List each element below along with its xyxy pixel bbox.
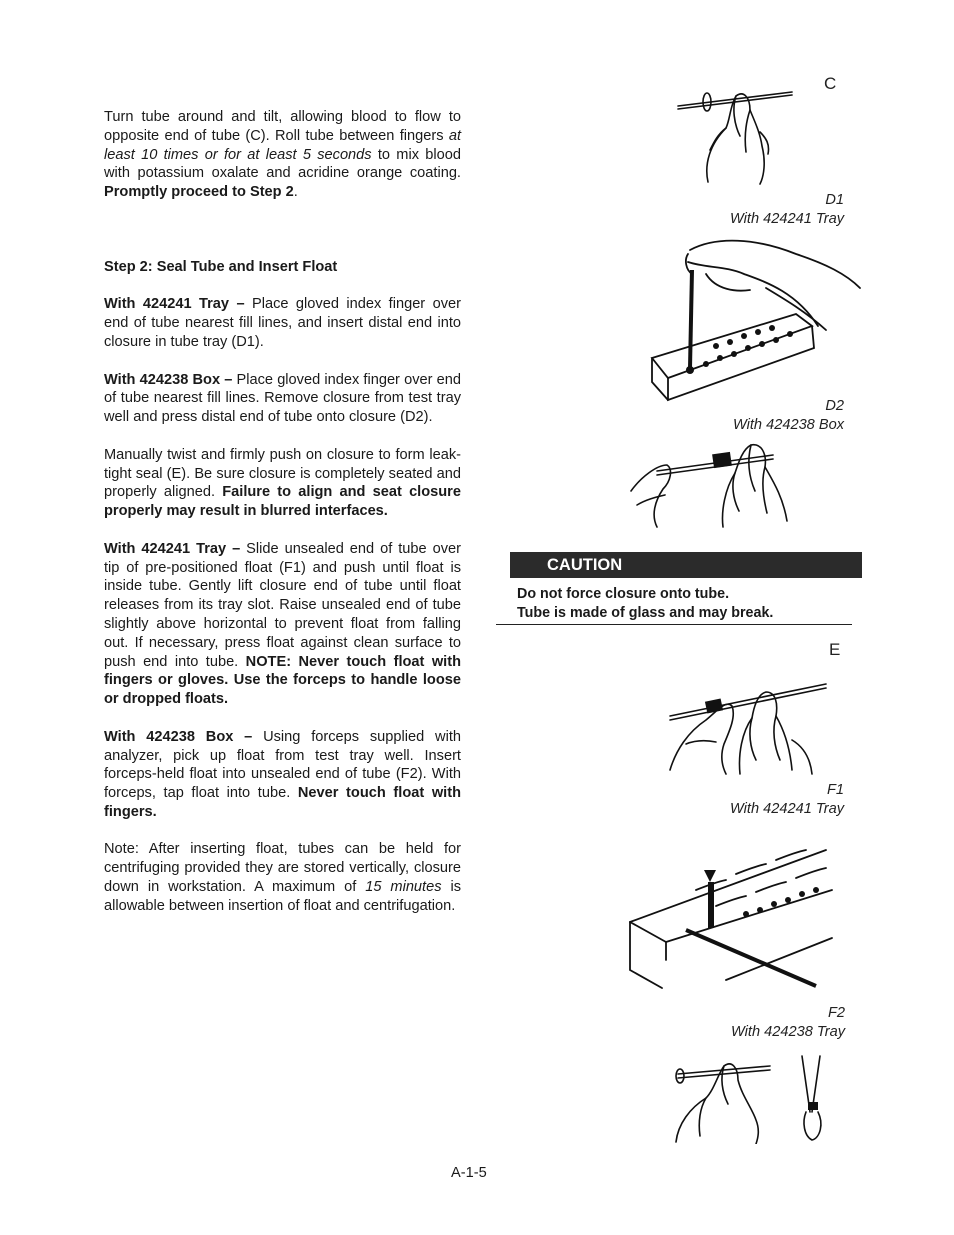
figure-f2-illustration	[670, 1052, 840, 1144]
paragraph-roll-tube: Turn tube around and tilt, allowing blood to flow to opposite end of tube (C). Roll tube between fingers at least 10 times or for at least 5 seconds to mix blood with potassium oxalate and acridine orange coating. Promptly proceed to Step 2.	[104, 109, 461, 201]
figure-d1-caption	[730, 191, 844, 229]
body-text-column	[104, 108, 461, 916]
paragraph-tray-float: With 424241 Tray – Slide unsealed end of tube over tip of pre-positioned float (F1) and push until float is inside tube. Gently lift closure end of tube until float releases from its tray slot. Raise unsealed end of tube slightly above horizontal to prevent float from falling out. If necessary, press float against clean surface to push end into tube. NOTE: Never touch float with fingers or gloves. Use the forceps to handle loose or dropped floats.	[104, 540, 461, 708]
caution-message	[517, 585, 773, 623]
figure-f2-label: F2	[827, 1005, 845, 1021]
page-number: A-1-5	[451, 1165, 487, 1181]
figure-c-illustration	[674, 84, 800, 186]
figure-d2-illustration	[627, 435, 797, 529]
paragraph-box-seal: With 424238 Box – Place gloved index finger over end of tube nearest fill lines. Remove closure from test tray well and press distal end of tube onto closure (D2).	[104, 371, 461, 426]
figure-f1-illustration	[626, 830, 838, 990]
paragraph-twist-closure: Manually twist and firmly push on closure to form leak-tight seal (E). Be sure closure is completely seated and properly aligned. Failure to align and seat closure properly may result in blurred interfaces.	[104, 446, 461, 520]
figure-f1-text: With 424241 Tray	[730, 801, 844, 817]
figure-e-illustration	[666, 670, 834, 776]
figure-d2-text: With 424238 Box	[732, 417, 844, 433]
figure-d1-label: D1	[825, 192, 844, 208]
figure-d2-label: D2	[825, 398, 844, 414]
figure-f2-caption	[731, 1004, 845, 1042]
paragraph-note: Note: After inserting float, tubes can be held for centrifuging provided they are stored vertically, closure down in workstation. A maximum of 15 minutes is allowable between insertion of float and centrifugation.	[104, 841, 462, 914]
figure-d2-caption	[733, 397, 844, 435]
figure-d1-illustration	[646, 230, 872, 402]
caution-line-1: Do not force closure onto tube.	[517, 586, 730, 602]
figure-e-label: E	[829, 640, 841, 659]
figure-d1-text: With 424241 Tray	[730, 211, 844, 227]
caution-divider	[496, 624, 852, 625]
caution-line-2: Tube is made of glass and may break.	[517, 605, 774, 621]
figure-c-label: C	[824, 74, 837, 93]
figure-f1-caption	[730, 781, 844, 819]
figure-f2-text: With 424238 Tray	[731, 1024, 845, 1040]
step2-heading: Step 2: Seal Tube and Insert Float	[104, 258, 338, 275]
figure-f1-label: F1	[826, 782, 844, 798]
paragraph-box-float: With 424238 Box – Using forceps supplied with analyzer, pick up float from test tray well. Insert forceps-held float into unsealed end of tube (F2). With forceps, tap float into tube. Never touch float with fingers.	[104, 728, 462, 820]
paragraph-tray-seal: With 424241 Tray – Place gloved index finger over end of tube nearest fill lines, and insert distal end into closure in tube tray (D1).	[104, 296, 461, 350]
caution-banner: CAUTION	[510, 552, 862, 578]
